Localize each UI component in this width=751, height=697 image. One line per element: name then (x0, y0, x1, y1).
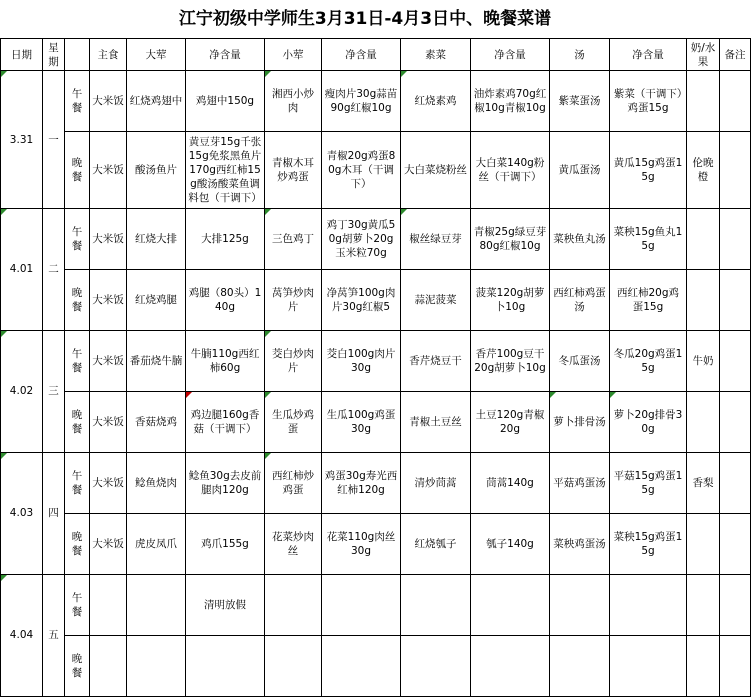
main-net-cell (186, 132, 265, 208)
cell-note-marker (1, 331, 7, 337)
header-soup-net: 净含量 (610, 39, 687, 71)
soup-text: 西红柿鸡蛋汤 (553, 286, 606, 313)
cell-note-marker (1, 71, 7, 77)
day-lunch-row (1, 452, 751, 513)
meal-cell: 晚餐 (65, 269, 90, 330)
veg-dish-text: 大白菜烧粉丝 (404, 164, 467, 177)
extra-cell (687, 635, 720, 696)
date-text: 3.31 (9, 133, 34, 146)
soup-text: 黄瓜蛋汤 (558, 164, 601, 177)
small-net-cell (322, 635, 401, 696)
small-net-text: 花菜110g肉丝30g (326, 530, 396, 557)
small-net-cell (322, 269, 401, 330)
header-main: 大荤 (127, 39, 186, 71)
soup-net-text: 菜秧15g鱼丸15g (613, 225, 683, 252)
small-dish-cell (265, 71, 322, 132)
veg-net-text: 油炸素鸡70g红椒10g青椒10g (473, 88, 547, 115)
veg-dish-text: 蒜泥菠菜 (414, 293, 457, 306)
header-extra: 奶/水果 (687, 39, 720, 71)
staple-text: 大米饭 (92, 232, 124, 245)
veg-dish-cell (401, 208, 471, 269)
small-net-cell (322, 71, 401, 132)
small-net-cell (322, 330, 401, 391)
extra-cell (687, 391, 720, 452)
main-dish-cell (127, 208, 186, 269)
veg-dish-text: 青椒土豆丝 (409, 415, 462, 428)
veg-dish-text: 红烧素鸡 (414, 95, 457, 108)
staple-text: 大米饭 (92, 95, 124, 108)
small-dish-cell (265, 208, 322, 269)
small-dish-cell (265, 391, 322, 452)
veg-dish-cell (401, 132, 471, 208)
soup-net-text: 菜秧15g鸡蛋15g (613, 530, 683, 557)
main-dish-text: 酸汤鱼片 (135, 164, 177, 177)
meal-cell: 午餐 (65, 330, 90, 391)
soup-net-text: 平菇15g鸡蛋15g (613, 469, 683, 496)
small-net-cell (322, 513, 401, 574)
soup-text: 菜秧鱼丸汤 (553, 232, 606, 245)
small-dish-text: 花菜炒肉丝 (272, 530, 314, 557)
soup-net-text: 萝卜20g排骨30g (613, 408, 683, 435)
soup-cell (550, 452, 610, 513)
main-dish-text: 红烧大排 (135, 232, 177, 245)
soup-text: 紫菜蛋汤 (558, 95, 601, 108)
soup-net-text: 冬瓜20g鸡蛋15g (613, 347, 683, 374)
veg-dish-cell (401, 452, 471, 513)
cell-note-marker (401, 71, 407, 77)
cell-note-marker (265, 71, 271, 77)
page-title: 江宁初级中学师生3月31日-4月3日中、晚餐菜谱 (178, 9, 552, 29)
header-date: 日期 (1, 39, 43, 71)
staple-cell (90, 513, 127, 574)
small-net-text: 鸡蛋30g寿光西红柿120g (324, 469, 398, 496)
day-dinner-row (1, 391, 751, 452)
day-lunch-row (1, 574, 751, 635)
cell-note-marker (401, 209, 407, 215)
small-net-text: 生瓜100g鸡蛋30g (326, 408, 396, 435)
veg-dish-text: 椒丝绿豆芽 (409, 232, 462, 245)
small-net-cell (322, 574, 401, 635)
header-row (1, 39, 751, 71)
main-dish-cell (127, 269, 186, 330)
main-net-cell (186, 452, 265, 513)
soup-cell (550, 71, 610, 132)
soup-net-cell (610, 330, 687, 391)
remark-cell (720, 330, 751, 391)
staple-cell (90, 71, 127, 132)
remark-cell (720, 513, 751, 574)
main-dish-cell (127, 513, 186, 574)
veg-net-text: 土豆120g青椒20g (475, 408, 545, 435)
extra-cell (687, 71, 720, 132)
weekday-cell: 二 (43, 208, 65, 330)
veg-net-cell (471, 513, 550, 574)
soup-cell (550, 132, 610, 208)
small-dish-cell (265, 269, 322, 330)
main-dish-cell (127, 132, 186, 208)
staple-cell (90, 452, 127, 513)
staple-cell (90, 391, 127, 452)
soup-net-text: 紫菜（干调下）鸡蛋15g (613, 88, 683, 115)
veg-net-cell (471, 391, 550, 452)
veg-net-cell (471, 574, 550, 635)
header-small-net: 净含量 (322, 39, 401, 71)
small-dish-text: 三色鸡丁 (272, 232, 314, 245)
header-veg: 素菜 (401, 39, 471, 71)
soup-net-cell (610, 208, 687, 269)
veg-dish-cell (401, 71, 471, 132)
small-dish-cell (265, 574, 322, 635)
main-dish-text: 番茄烧牛腩 (129, 354, 183, 367)
date-text: 4.04 (9, 629, 34, 642)
soup-text: 萝卜排骨汤 (553, 415, 606, 428)
soup-net-cell (610, 635, 687, 696)
small-dish-text: 湘西小炒肉 (272, 88, 314, 115)
main-net-text: 鲶鱼30g去皮前腿肉120g (188, 469, 262, 496)
soup-net-text: 黄瓜15g鸡蛋15g (613, 156, 683, 184)
small-net-text: 青椒20g鸡蛋80g木耳（干调下） (326, 149, 396, 191)
remark-cell (720, 635, 751, 696)
day-dinner-row (1, 513, 751, 574)
date-cell (1, 71, 43, 208)
small-net-text: 鸡丁30g黄瓜50g胡萝卜20g玉米粒70g (326, 218, 396, 259)
small-dish-text: 青椒木耳炒鸡蛋 (272, 156, 314, 184)
staple-text: 大米饭 (92, 354, 124, 367)
main-net-text: 鸡腿（80头）140g (188, 286, 262, 313)
soup-text: 平菇鸡蛋汤 (553, 476, 606, 489)
main-net-text: 鸡翅中150g (195, 95, 255, 108)
remark-cell (720, 269, 751, 330)
veg-dish-text: 香芹烧豆干 (409, 354, 462, 367)
main-net-text: 牛腩110g西红柿60g (190, 347, 260, 374)
veg-dish-text: 红烧瓠子 (414, 537, 457, 550)
main-dish-cell (127, 574, 186, 635)
soup-net-cell (610, 71, 687, 132)
main-dish-text: 虎皮凤爪 (135, 537, 177, 550)
date-text: 4.01 (9, 263, 34, 276)
cell-note-marker (265, 453, 271, 459)
remark-cell (720, 132, 751, 208)
header-weekday: 星期 (43, 39, 65, 71)
main-net-cell (186, 513, 265, 574)
weekday-cell: 四 (43, 452, 65, 574)
small-dish-cell (265, 132, 322, 208)
date-cell (1, 574, 43, 696)
main-net-text: 黄豆芽15g千张15g免浆黑鱼片170g西红柿15g酸汤酸菜鱼调料包（干调下） (188, 135, 262, 205)
main-dish-text: 红烧鸡腿 (135, 293, 177, 306)
meal-cell: 晚餐 (65, 132, 90, 208)
cell-note-marker (550, 392, 556, 398)
small-net-cell (322, 208, 401, 269)
date-text: 4.02 (9, 385, 34, 398)
soup-net-cell (610, 574, 687, 635)
main-net-text: 大排125g (201, 232, 249, 245)
meal-cell: 晚餐 (65, 635, 90, 696)
cell-note-marker (1, 453, 7, 459)
remark-cell (720, 391, 751, 452)
soup-net-cell (610, 452, 687, 513)
meal-cell: 午餐 (65, 71, 90, 132)
cell-note-marker (265, 331, 271, 337)
soup-cell (550, 269, 610, 330)
veg-net-cell (471, 330, 550, 391)
weekday-cell: 一 (43, 71, 65, 208)
day-lunch-row (1, 71, 751, 132)
main-dish-cell (127, 71, 186, 132)
cell-note-marker (186, 392, 192, 398)
main-dish-cell (127, 330, 186, 391)
header-remark: 备注 (720, 39, 751, 71)
extra-cell (687, 208, 720, 269)
weekday-cell: 五 (43, 574, 65, 696)
meal-cell: 午餐 (65, 452, 90, 513)
staple-cell (90, 208, 127, 269)
main-dish-text: 鲶鱼烧肉 (135, 476, 177, 489)
main-dish-cell (127, 391, 186, 452)
veg-net-cell (471, 132, 550, 208)
small-net-text: 茭白100g肉片30g (326, 347, 396, 374)
veg-net-cell (471, 452, 550, 513)
main-net-text: 清明放假 (204, 598, 246, 611)
header-meal (65, 39, 90, 71)
veg-net-text: 大白菜140g粉丝（干调下） (475, 156, 545, 184)
extra-cell (687, 269, 720, 330)
header-main-net: 净含量 (186, 39, 265, 71)
small-net-cell (322, 132, 401, 208)
small-dish-cell (265, 452, 322, 513)
header-veg-net: 净含量 (471, 39, 550, 71)
main-net-cell (186, 635, 265, 696)
header-staple: 主食 (90, 39, 127, 71)
extra-text: 牛奶 (692, 354, 714, 367)
main-dish-text: 香菇烧鸡 (135, 415, 177, 428)
veg-net-text: 香芹100g豆干20g胡萝卜10g (474, 347, 546, 374)
day-lunch-row (1, 208, 751, 269)
main-dish-text: 红烧鸡翅中 (129, 95, 183, 108)
cell-note-marker (610, 392, 616, 398)
veg-net-cell (471, 635, 550, 696)
day-dinner-row (1, 635, 751, 696)
main-net-cell (186, 208, 265, 269)
veg-net-cell (471, 71, 550, 132)
veg-net-text: 菠菜120g胡萝卜10g (475, 286, 545, 313)
soup-cell (550, 513, 610, 574)
main-net-cell (186, 71, 265, 132)
small-dish-cell (265, 635, 322, 696)
small-dish-cell (265, 330, 322, 391)
staple-text: 大米饭 (92, 476, 124, 489)
day-dinner-row (1, 269, 751, 330)
menu-table (0, 38, 751, 697)
extra-cell (687, 132, 720, 208)
staple-cell (90, 574, 127, 635)
main-dish-cell (127, 635, 186, 696)
staple-cell (90, 132, 127, 208)
cell-note-marker (265, 209, 271, 215)
weekday-cell: 三 (43, 330, 65, 452)
veg-dish-cell (401, 330, 471, 391)
veg-net-text: 瓠子140g (486, 537, 534, 550)
veg-net-cell (471, 269, 550, 330)
header-soup: 汤 (550, 39, 610, 71)
staple-text: 大米饭 (92, 293, 124, 306)
soup-cell (550, 635, 610, 696)
soup-text: 冬瓜蛋汤 (558, 354, 601, 367)
veg-dish-cell (401, 574, 471, 635)
small-dish-text: 西红柿炒鸡蛋 (272, 469, 314, 496)
veg-net-cell (471, 208, 550, 269)
meal-cell: 午餐 (65, 208, 90, 269)
soup-text: 菜秧鸡蛋汤 (553, 537, 606, 550)
small-dish-text: 茭白炒肉片 (272, 347, 314, 374)
small-net-cell (322, 391, 401, 452)
date-cell (1, 452, 43, 574)
meal-cell: 午餐 (65, 574, 90, 635)
meal-cell: 晚餐 (65, 513, 90, 574)
staple-text: 大米饭 (92, 415, 124, 428)
day-dinner-row (1, 132, 751, 208)
staple-cell (90, 635, 127, 696)
main-net-cell (186, 574, 265, 635)
remark-cell (720, 574, 751, 635)
cell-note-marker (1, 209, 7, 215)
date-text: 4.03 (9, 507, 34, 520)
main-net-cell (186, 391, 265, 452)
main-dish-cell (127, 452, 186, 513)
soup-cell (550, 208, 610, 269)
remark-cell (720, 208, 751, 269)
main-net-text: 鸡爪155g (201, 537, 249, 550)
soup-net-cell (610, 513, 687, 574)
small-net-text: 净莴笋100g肉片30g红椒5 (326, 286, 396, 313)
soup-net-cell (610, 132, 687, 208)
main-net-cell (186, 269, 265, 330)
date-cell (1, 330, 43, 452)
remark-cell (720, 71, 751, 132)
extra-text: 香梨 (692, 476, 714, 489)
cell-note-marker (1, 575, 7, 581)
main-net-text: 鸡边腿160g香菇（干调下） (190, 408, 260, 435)
veg-net-text: 茼蒿140g (486, 476, 534, 489)
small-dish-cell (265, 513, 322, 574)
soup-net-cell (610, 269, 687, 330)
veg-dish-text: 清炒茼蒿 (414, 476, 457, 489)
extra-text: 伦晚橙 (692, 156, 714, 184)
veg-dish-cell (401, 269, 471, 330)
soup-cell (550, 391, 610, 452)
soup-cell (550, 330, 610, 391)
header-small: 小荤 (265, 39, 322, 71)
extra-cell (687, 330, 720, 391)
small-dish-text: 莴笋炒肉片 (272, 286, 314, 313)
small-net-text: 瘦肉片30g蒜苗90g红椒10g (324, 88, 398, 115)
extra-cell (687, 452, 720, 513)
extra-cell (687, 574, 720, 635)
veg-dish-cell (401, 635, 471, 696)
soup-net-cell (610, 391, 687, 452)
small-net-cell (322, 452, 401, 513)
soup-cell (550, 574, 610, 635)
staple-cell (90, 330, 127, 391)
veg-net-text: 青椒25g绿豆芽80g红椒10g (473, 225, 547, 252)
staple-text: 大米饭 (92, 164, 124, 177)
staple-text: 大米饭 (92, 537, 124, 550)
meal-cell: 晚餐 (65, 391, 90, 452)
remark-cell (720, 452, 751, 513)
cell-note-marker (265, 392, 271, 398)
staple-cell (90, 269, 127, 330)
veg-dish-cell (401, 391, 471, 452)
main-net-cell (186, 330, 265, 391)
veg-dish-cell (401, 513, 471, 574)
day-lunch-row (1, 330, 751, 391)
soup-net-text: 西红柿20g鸡蛋15g (616, 286, 680, 313)
extra-cell (687, 513, 720, 574)
small-dish-text: 生瓜炒鸡蛋 (272, 408, 314, 435)
date-cell (1, 208, 43, 330)
